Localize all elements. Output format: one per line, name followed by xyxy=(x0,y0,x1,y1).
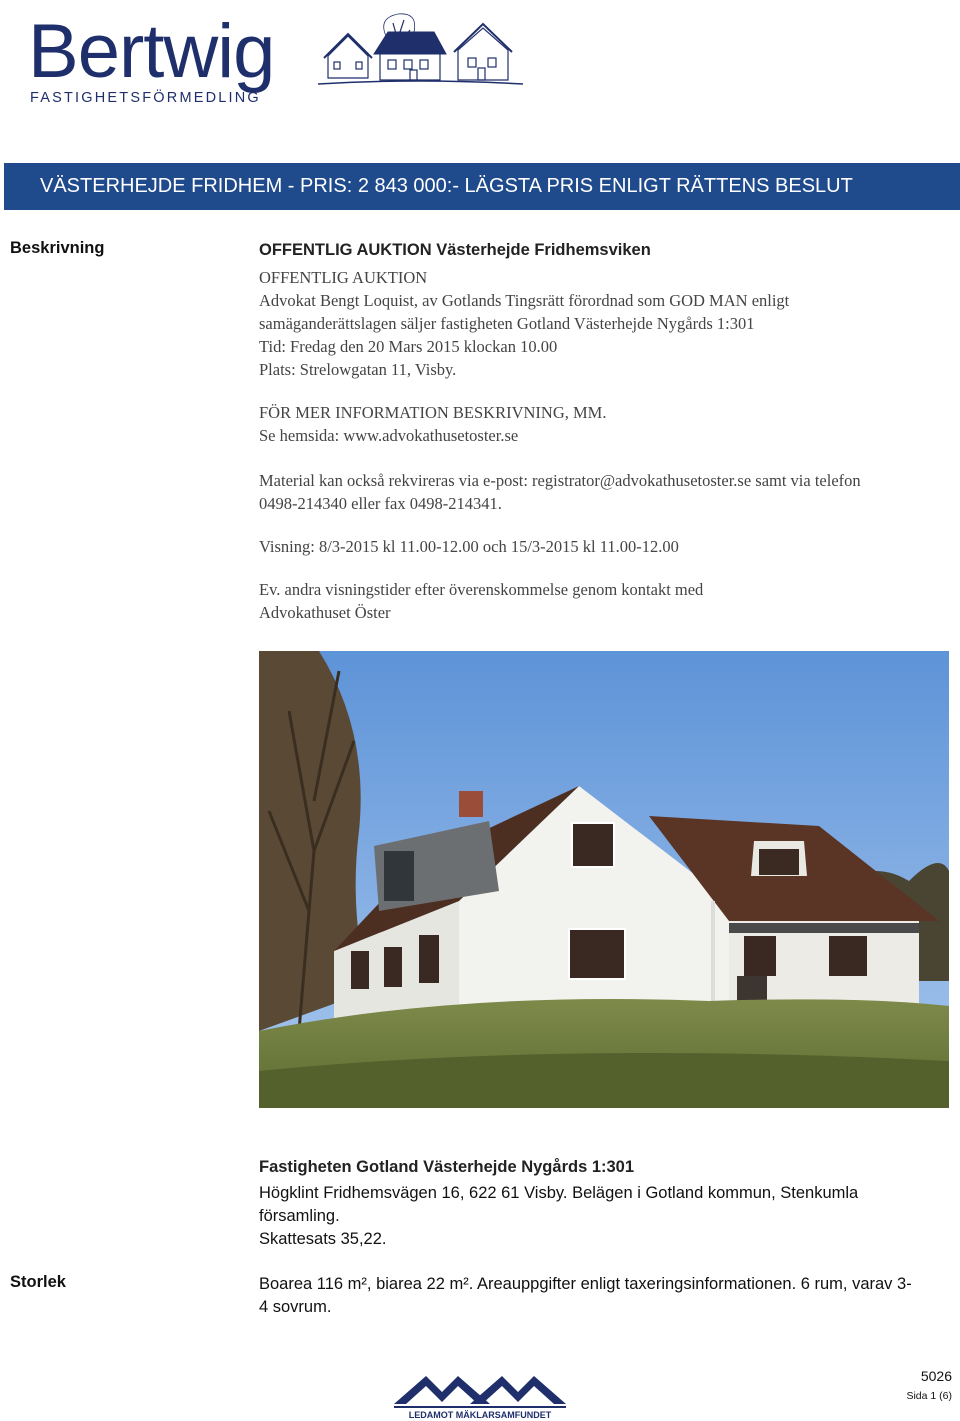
property-address: Högklint Fridhemsvägen 16, 622 61 Visby. Belägen i Gotland kommun, Stenkumla xyxy=(259,1184,859,1202)
contact-text: 0498-214340 eller fax 0498-214341. xyxy=(259,494,502,513)
listing-number: 5026 xyxy=(920,1368,952,1384)
description-line: OFFENTLIG AUKTION xyxy=(259,268,428,287)
section-label-beskrivning: Beskrivning xyxy=(10,239,105,257)
description-line: Ev. andra visningstider efter överenskommelse genom kontakt med xyxy=(259,580,704,599)
description-line: FÖR MER INFORMATION BESKRIVNING, MM. xyxy=(259,403,607,422)
size-block xyxy=(259,1273,954,1319)
property-heading: Fastigheten Gotland Västerhejde Nygårds 1:301 xyxy=(259,1158,635,1176)
maklarsamfundet-logo-icon xyxy=(394,1372,566,1420)
listing-title-bar xyxy=(4,163,960,210)
viewing-times: Visning: 8/3-2015 kl 11.00-12.00 och 15/3-2015 kl 11.00-12.00 xyxy=(259,537,679,556)
description-block xyxy=(259,239,954,624)
description-line: Advokat Bengt Loquist, av Gotlands Tingsrätt förordnad som GOD MAN enligt xyxy=(259,291,790,310)
houses-logo-icon xyxy=(318,8,523,90)
description-line: Plats: Strelowgatan 11, Visby. xyxy=(259,360,457,379)
description-line: samäganderättslagen säljer fastigheten Gotland Västerhejde Nygårds 1:301 xyxy=(259,314,755,333)
description-line: Advokathuset Öster xyxy=(259,603,391,622)
property-parish: församling. xyxy=(259,1207,340,1225)
page-indicator: Sida 1 (6) xyxy=(906,1390,952,1402)
section-label-storlek: Storlek xyxy=(10,1273,66,1291)
logo-wordmark: Bertwig xyxy=(28,9,275,94)
tax-rate: Skattesats 35,22. xyxy=(259,1230,387,1248)
footer-logo-text: LEDAMOT MÄKLARSAMFUNDET xyxy=(408,1410,552,1420)
logo-subtitle: FASTIGHETSFÖRMEDLING xyxy=(30,90,261,106)
description-line: Tid: Fredag den 20 Mars 2015 klockan 10.00 xyxy=(259,337,558,356)
company-logo xyxy=(28,8,528,108)
size-line: 4 sovrum. xyxy=(259,1298,332,1316)
property-photo xyxy=(259,651,949,1108)
size-line: Boarea 116 m², biarea 22 m². Areauppgifter enligt taxeringsinformationen. 6 rum, varav 3- xyxy=(259,1275,912,1293)
contact-text: Material kan också rekvireras via e-post: registrator@advokathusetoster.se samt via telefon xyxy=(259,471,861,490)
house-photo-illustration xyxy=(259,651,949,1108)
listing-title: VÄSTERHEJDE FRIDHEM - PRIS: 2 843 000:- LÄGSTA PRIS ENLIGT RÄTTENS BESLUT xyxy=(40,175,853,197)
property-block xyxy=(259,1156,954,1251)
website-text: Se hemsida: www.advokathusetoster.se xyxy=(259,426,519,445)
description-heading: OFFENTLIG AUKTION Västerhejde Fridhemsviken xyxy=(259,241,651,259)
